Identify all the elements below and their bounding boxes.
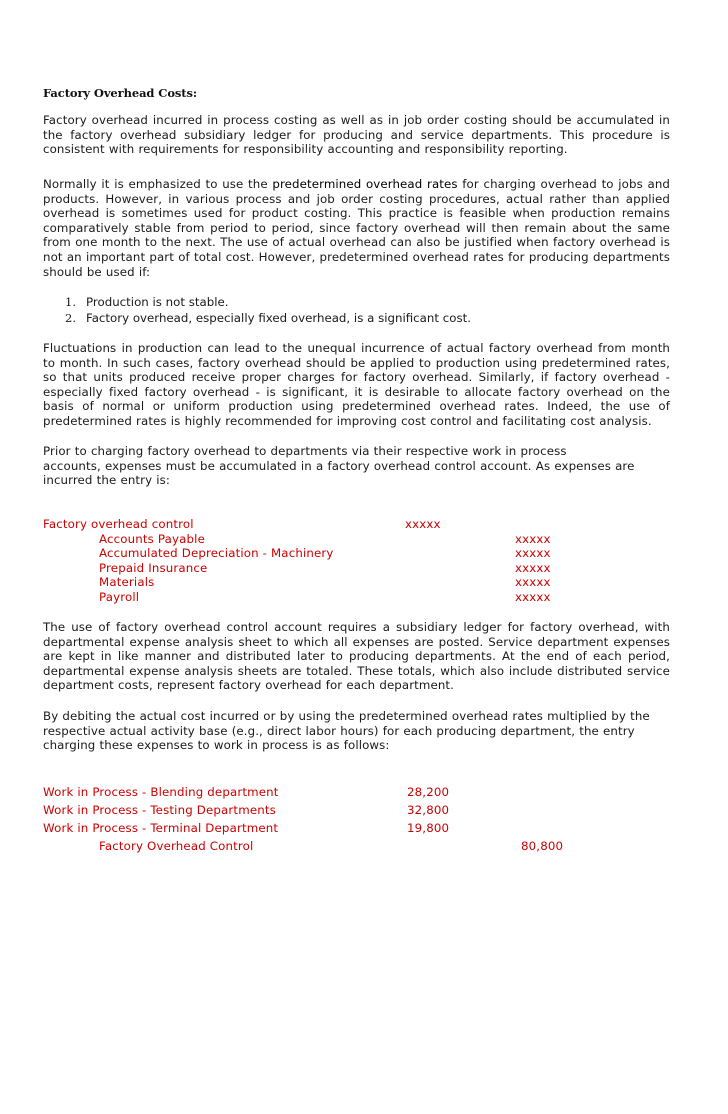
journal-account: Work in Process - Terminal Department <box>43 821 279 835</box>
paragraph-predetermined-rates <box>43 177 670 279</box>
journal-account: Accumulated Depreciation - Machinery <box>99 546 334 560</box>
journal-credit-amount: xxxxx <box>515 546 551 560</box>
journal-account: Factory overhead control <box>43 517 194 531</box>
journal-account: Prepaid Insurance <box>99 561 208 575</box>
paragraph-line: By debiting the actual cost incurred or by using the predetermined overhead rates multiplied by the <box>43 709 650 723</box>
paragraph-line: accounts, expenses must be accumulated in a factory overhead control account. As expenses are <box>43 458 635 473</box>
journal-credit-row <box>43 590 683 605</box>
journal-account: Factory Overhead Control <box>99 839 254 853</box>
conditions-list <box>43 295 471 326</box>
paragraph-text-after: for charging overhead to jobs and products. However, in various process and job order costing procedures, actual rather than applied overhead is sometimes used for product costing. This practice is feasible when production remains comparatively stable from period to period, since factory overhead will then remain about the same from one month to the next. The use of actual overhead can also be justified when factory overhead is not an important part of total cost. However, predetermined overhead rates for producing departments should be used if: <box>43 177 670 279</box>
journal-debit-amount: 32,800 <box>407 803 450 817</box>
journal-credit-amount: xxxxx <box>515 561 551 575</box>
list-number: 2. <box>65 310 76 325</box>
journal-debit-row <box>43 803 683 818</box>
list-item <box>43 295 471 311</box>
list-text: Production is not stable. <box>86 295 229 309</box>
journal-credit-amount: xxxxx <box>515 532 551 546</box>
journal-credit-row <box>43 532 683 547</box>
paragraph-prior-charging <box>43 444 683 488</box>
section-heading: Factory Overhead Costs: <box>43 86 197 100</box>
journal-debit-row <box>43 821 683 836</box>
journal-credit-row <box>43 561 683 576</box>
journal-account: Payroll <box>99 590 140 604</box>
journal-debit-amount: xxxxx <box>405 517 441 531</box>
journal-debit-row <box>43 517 683 532</box>
list-number: 1. <box>65 295 76 309</box>
journal-credit-amount: 80,800 <box>521 839 564 853</box>
journal-credit-row <box>43 575 683 590</box>
journal-debit-amount: 28,200 <box>407 785 450 799</box>
paragraph-subsidiary-ledger: The use of factory overhead control account requires a subsidiary ledger for factory overhead, with departmental expense analysis sheet to which all expenses are posted. Service department expenses are kept in like manner and distributed later to producing departments. At the end of each period, departmental expense analysis sheets are totaled. These totals, which also include distributed service department costs, represent factory overhead for each department. <box>43 620 670 693</box>
journal-credit-row <box>43 546 683 561</box>
journal-debit-row <box>43 785 683 800</box>
paragraph-fluctuations: Fluctuations in production can lead to the unequal incurrence of actual factory overhead from month to month. In such cases, factory overhead should be applied to production using predetermined rates, so that units produced receive proper charges for factory overhead. Similarly, if factory overhead - especially fixed factory overhead - is significant, it is desirable to allocate factory overhead on the basis of normal or uniform production using predetermined overhead rates. Indeed, the use of predetermined rates is highly recommended for improving cost control and facilitating cost analysis. <box>43 341 670 428</box>
paragraph-line: respective actual activity base (e.g., direct labor hours) for each producing department, the entry <box>43 723 635 738</box>
predetermined-overhead-rates-term: predetermined overhead rates <box>272 177 458 191</box>
journal-account: Work in Process - Blending department <box>43 785 279 799</box>
journal-account: Materials <box>99 575 155 589</box>
journal-credit-amount: xxxxx <box>515 575 551 589</box>
journal-account: Accounts Payable <box>99 532 205 546</box>
paragraph-intro: Factory overhead incurred in process costing as well as in job order costing should be accumulated in the factory overhead subsidiary ledger for producing and service departments. This procedure is consistent with requirements for responsibility accounting and responsibility reporting. <box>43 113 670 157</box>
journal-credit-row <box>43 839 683 854</box>
journal-credit-amount: xxxxx <box>515 590 551 604</box>
paragraph-line: incurred the entry is: <box>43 473 170 488</box>
paragraph-debiting <box>43 709 683 753</box>
list-text: Factory overhead, especially fixed overhead, is a significant cost. <box>86 310 471 325</box>
journal-debit-amount: 19,800 <box>407 821 450 835</box>
paragraph-text-before: Normally it is emphasized to use the <box>43 177 273 191</box>
paragraph-line: Prior to charging factory overhead to departments via their respective work in process <box>43 444 567 458</box>
list-item <box>43 311 471 327</box>
journal-account: Work in Process - Testing Departments <box>43 803 276 817</box>
paragraph-line: charging these expenses to work in process is as follows: <box>43 738 390 753</box>
